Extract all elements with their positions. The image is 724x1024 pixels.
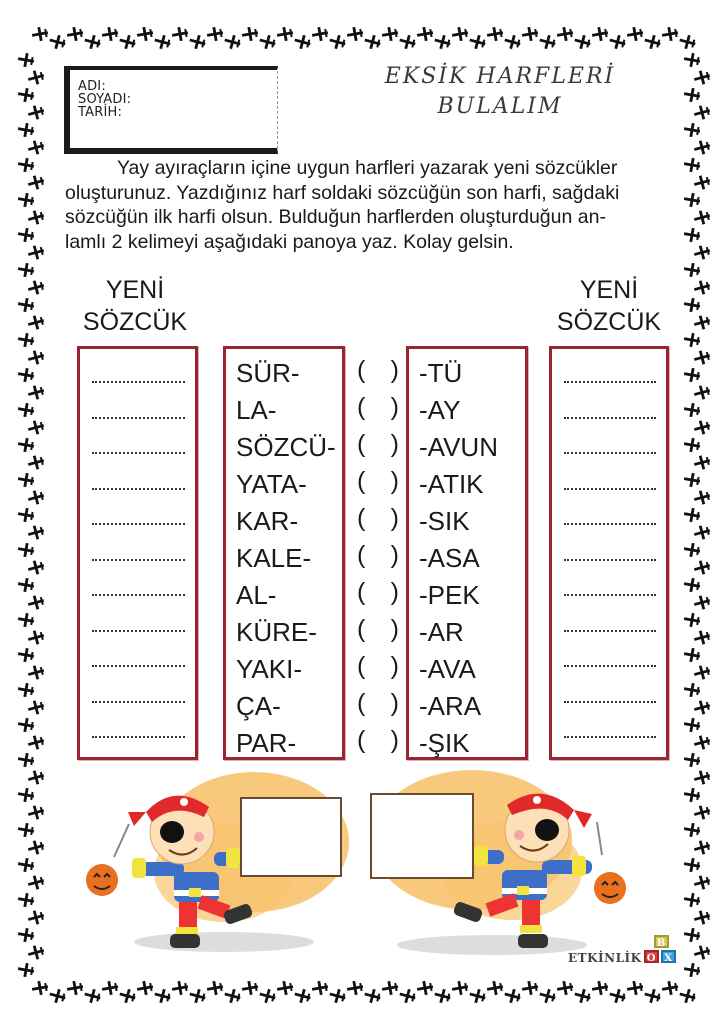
heading-line-2: SÖZCÜK — [556, 308, 662, 336]
letter-blank[interactable]: ( ) — [357, 615, 399, 643]
left-new-word-heading — [68, 274, 202, 338]
letter-blanks-column — [355, 352, 401, 759]
word-stem: YAKI- — [236, 654, 302, 684]
right-answer-box — [549, 346, 669, 760]
answer-dotted-line[interactable] — [92, 628, 185, 632]
letter-blank[interactable]: ( ) — [357, 726, 399, 754]
letter-blank[interactable]: ( ) — [357, 578, 399, 606]
right-blank-sign-board[interactable] — [370, 793, 474, 879]
word-ending: -SIK — [419, 506, 470, 536]
instructions-paragraph — [65, 156, 661, 254]
title-line-1: EKSİK HARFLERİ — [384, 64, 616, 89]
logo-block-o: O — [644, 950, 659, 963]
answer-dotted-line[interactable] — [92, 415, 185, 419]
word-ending: -ASA — [419, 543, 480, 573]
word-stem: KAR- — [236, 506, 299, 536]
word-stem: YATA- — [236, 469, 307, 499]
heading-line-1: YENİ — [105, 276, 165, 304]
date-label[interactable]: TARİH: — [78, 105, 123, 120]
answer-dotted-line[interactable] — [92, 592, 185, 596]
answer-dotted-line[interactable] — [92, 379, 185, 383]
letter-blank[interactable]: ( ) — [357, 356, 399, 384]
answer-dotted-line[interactable] — [92, 663, 185, 667]
student-info-box — [64, 66, 278, 154]
logo-block-x: X — [661, 950, 676, 963]
answer-dotted-line[interactable] — [564, 592, 656, 596]
word-ending: -TÜ — [419, 358, 463, 388]
word-endings-box — [406, 346, 528, 760]
logo-blocks-icon — [644, 935, 688, 965]
word-ending: -ŞIK — [419, 728, 470, 758]
logo-text: ETKİNLİK — [568, 951, 642, 965]
letter-blank[interactable]: ( ) — [357, 689, 399, 717]
name-label[interactable]: ADI: — [78, 79, 106, 94]
worksheet-title — [380, 62, 620, 122]
instruction-line: lamlı 2 kelimeyi aşağıdaki panoya yaz. Kolay gelsin. — [65, 230, 514, 253]
logo-block-b: B — [654, 935, 669, 948]
word-stem: KALE- — [236, 543, 312, 573]
word-ending: -AVA — [419, 654, 476, 684]
answer-dotted-line[interactable] — [92, 734, 185, 738]
letter-blank[interactable]: ( ) — [357, 393, 399, 421]
word-stem: SÜR- — [236, 358, 300, 388]
instruction-line: sözcüğün ilk harfi olsun. Bulduğun harflerden oluşturduğun an- — [65, 206, 606, 228]
word-stem: KÜRE- — [236, 617, 317, 647]
instruction-line: Yay ayıraçların içine uygun harfleri yazarak yeni sözcükler — [117, 157, 618, 179]
answer-dotted-line[interactable] — [564, 628, 656, 632]
answer-dotted-line[interactable] — [564, 663, 656, 667]
word-stem: AL- — [236, 580, 277, 610]
heading-line-2: SÖZCÜK — [82, 308, 188, 336]
left-blank-sign-board[interactable] — [240, 797, 342, 877]
answer-dotted-line[interactable] — [92, 450, 185, 454]
letter-blank[interactable]: ( ) — [357, 467, 399, 495]
word-stems-box — [223, 346, 345, 760]
answer-dotted-line[interactable] — [564, 486, 656, 490]
word-ending: -AVUN — [419, 432, 498, 462]
etkinlikbox-logo — [568, 935, 688, 965]
word-ending: -AR — [419, 617, 464, 647]
title-line-2: BULALIM — [437, 94, 563, 119]
word-ending: -ARA — [419, 691, 482, 721]
letter-blank[interactable]: ( ) — [357, 541, 399, 569]
word-ending: -PEK — [419, 580, 480, 610]
letter-blank[interactable]: ( ) — [357, 430, 399, 458]
answer-dotted-line[interactable] — [92, 557, 185, 561]
instruction-line: oluşturunuz. Yazdığınız harf soldaki sözcüğün son harfi, sağdaki — [65, 181, 620, 204]
answer-dotted-line[interactable] — [564, 450, 656, 454]
word-stem: SÖZCÜ- — [236, 432, 336, 462]
word-stem: LA- — [236, 395, 277, 425]
answer-dotted-line[interactable] — [564, 557, 656, 561]
right-new-word-heading — [544, 274, 674, 338]
letter-blank[interactable]: ( ) — [357, 504, 399, 532]
answer-dotted-line[interactable] — [564, 521, 656, 525]
answer-dotted-line[interactable] — [564, 379, 656, 383]
answer-dotted-line[interactable] — [92, 699, 185, 703]
answer-dotted-line[interactable] — [92, 486, 185, 490]
answer-dotted-line[interactable] — [564, 415, 656, 419]
left-pirate-illustration — [74, 762, 374, 962]
left-answer-box — [77, 346, 198, 760]
surname-label[interactable]: SOYADI: — [78, 92, 132, 107]
letter-blank[interactable]: ( ) — [357, 652, 399, 680]
answer-dotted-line[interactable] — [92, 521, 185, 525]
answer-dotted-line[interactable] — [564, 734, 656, 738]
word-stem: PAR- — [236, 728, 297, 758]
heading-line-1: YENİ — [579, 276, 639, 304]
answer-dotted-line[interactable] — [564, 699, 656, 703]
word-ending: -ATIK — [419, 469, 484, 499]
word-ending: -AY — [419, 395, 461, 425]
word-stem: ÇA- — [236, 691, 281, 721]
right-pirate-illustration — [362, 760, 672, 960]
